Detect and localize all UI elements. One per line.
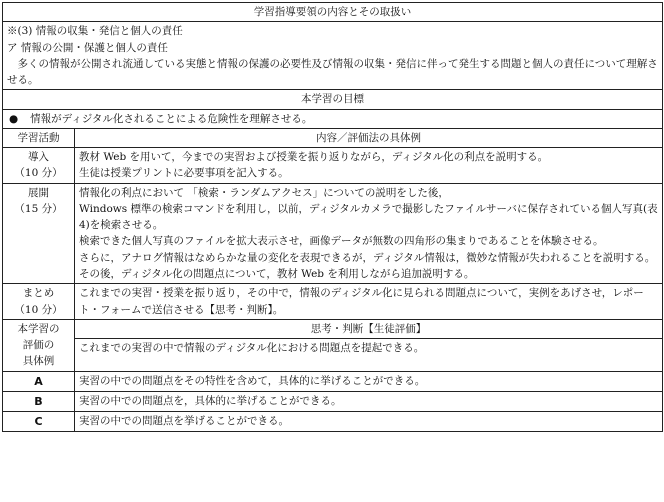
goal-header: 本学習の目標 <box>3 90 663 109</box>
guideline-description: 多くの情報が公開され流通している実態と情報の保護の必要性及び情報の収集・発信に伴って発生する問題と個人の責任について理解させる。 <box>7 57 658 87</box>
develop-content <box>75 183 663 284</box>
eval-level-text: 実習の中での問題点をその特性を含めて，具体的に挙げることができる。 <box>75 372 663 392</box>
guideline-item-title: ※(3) 情報の収集・発信と個人の責任 <box>7 25 183 38</box>
eval-level-text: 実習の中での問題点を挙げることができる。 <box>75 412 663 432</box>
eval-grade-a: A <box>3 372 75 392</box>
guideline-subitem-title: ア 情報の公開・保護と個人の責任 <box>7 41 168 54</box>
eval-header: 思考・判断【生徒評価】 <box>75 319 663 338</box>
eval-main-row <box>3 339 663 372</box>
goal-text: ● 情報がディジタル化されることによる危険性を理解させる。 <box>3 109 663 128</box>
goal-header-row <box>3 90 663 109</box>
intro-label <box>3 148 75 184</box>
goal-row <box>3 109 663 128</box>
develop-line: Windows 標準の検索コマンドを利用し，以前，ディジタルカメラで撮影したファイルサーバに保存されている個人写真(表 4)を検索させる。 <box>79 202 658 232</box>
intro-label-time: （10 分） <box>14 167 63 180</box>
summary-content: これまでの実習・授業を振り返り，その中で，情報のディジタル化に見られる問題点について，実例をあげさせ，レポート・フォームで送信させる【思考・判断】。 <box>75 284 663 320</box>
column-header-content: 内容／評価法の具体例 <box>75 128 663 147</box>
eval-level-row <box>3 412 663 432</box>
develop-label-title: 展開 <box>28 186 49 199</box>
eval-grade-c: C <box>3 412 75 432</box>
column-header-activity: 学習活動 <box>3 128 75 147</box>
summary-label <box>3 284 75 320</box>
intro-row <box>3 148 663 184</box>
develop-line: 検索できた個人写真のファイルを拡大表示させ，画像データが無数の四角形の集まりであることを体験させる。 <box>79 235 604 248</box>
intro-line: 生徒は授業プリントに必要事項を記入する。 <box>79 167 289 180</box>
eval-main-criterion: これまでの実習の中で情報のディジタル化における問題点を提起できる。 <box>75 339 663 372</box>
develop-line: 情報化の利点において 「検索・ランダムアクセス」についての説明をした後， <box>79 186 449 199</box>
column-header-row <box>3 128 663 147</box>
eval-level-row <box>3 372 663 392</box>
eval-header-row <box>3 319 663 338</box>
develop-label <box>3 183 75 284</box>
guideline-header: 学習指導要領の内容とその取扱い <box>3 3 663 22</box>
guideline-header-row <box>3 3 663 22</box>
intro-line: 教材 Web を用いて，今までの実習および授業を振り返りながら，ディジタル化の利点を説明する。 <box>79 151 549 164</box>
guideline-content <box>3 22 663 90</box>
develop-label-time: （15 分） <box>14 202 63 215</box>
develop-row <box>3 183 663 284</box>
eval-level-text: 実習の中での問題点を，具体的に挙げることができる。 <box>75 392 663 412</box>
eval-label-line: 具体例 <box>22 355 55 368</box>
summary-row <box>3 284 663 320</box>
eval-label-line: 評価の <box>22 339 55 352</box>
intro-label-title: 導入 <box>28 151 49 164</box>
summary-label-time: （10 分） <box>14 303 63 316</box>
intro-content <box>75 148 663 184</box>
develop-line: さらに，アナログ情報はなめらかな量の変化を表現できるが，ディジタル情報は，微妙な情報が失われることを説明する。 <box>79 251 656 264</box>
guideline-row <box>3 22 663 90</box>
lesson-plan-table <box>2 2 663 432</box>
eval-label-line: 本学習の <box>17 322 60 335</box>
summary-label-title: まとめ <box>22 287 55 300</box>
eval-level-row <box>3 392 663 412</box>
eval-grade-b: B <box>3 392 75 412</box>
develop-line: その後，ディジタル化の問題点について，教材 Web を利用しながら追加説明する。 <box>79 267 475 280</box>
eval-label <box>3 319 75 371</box>
